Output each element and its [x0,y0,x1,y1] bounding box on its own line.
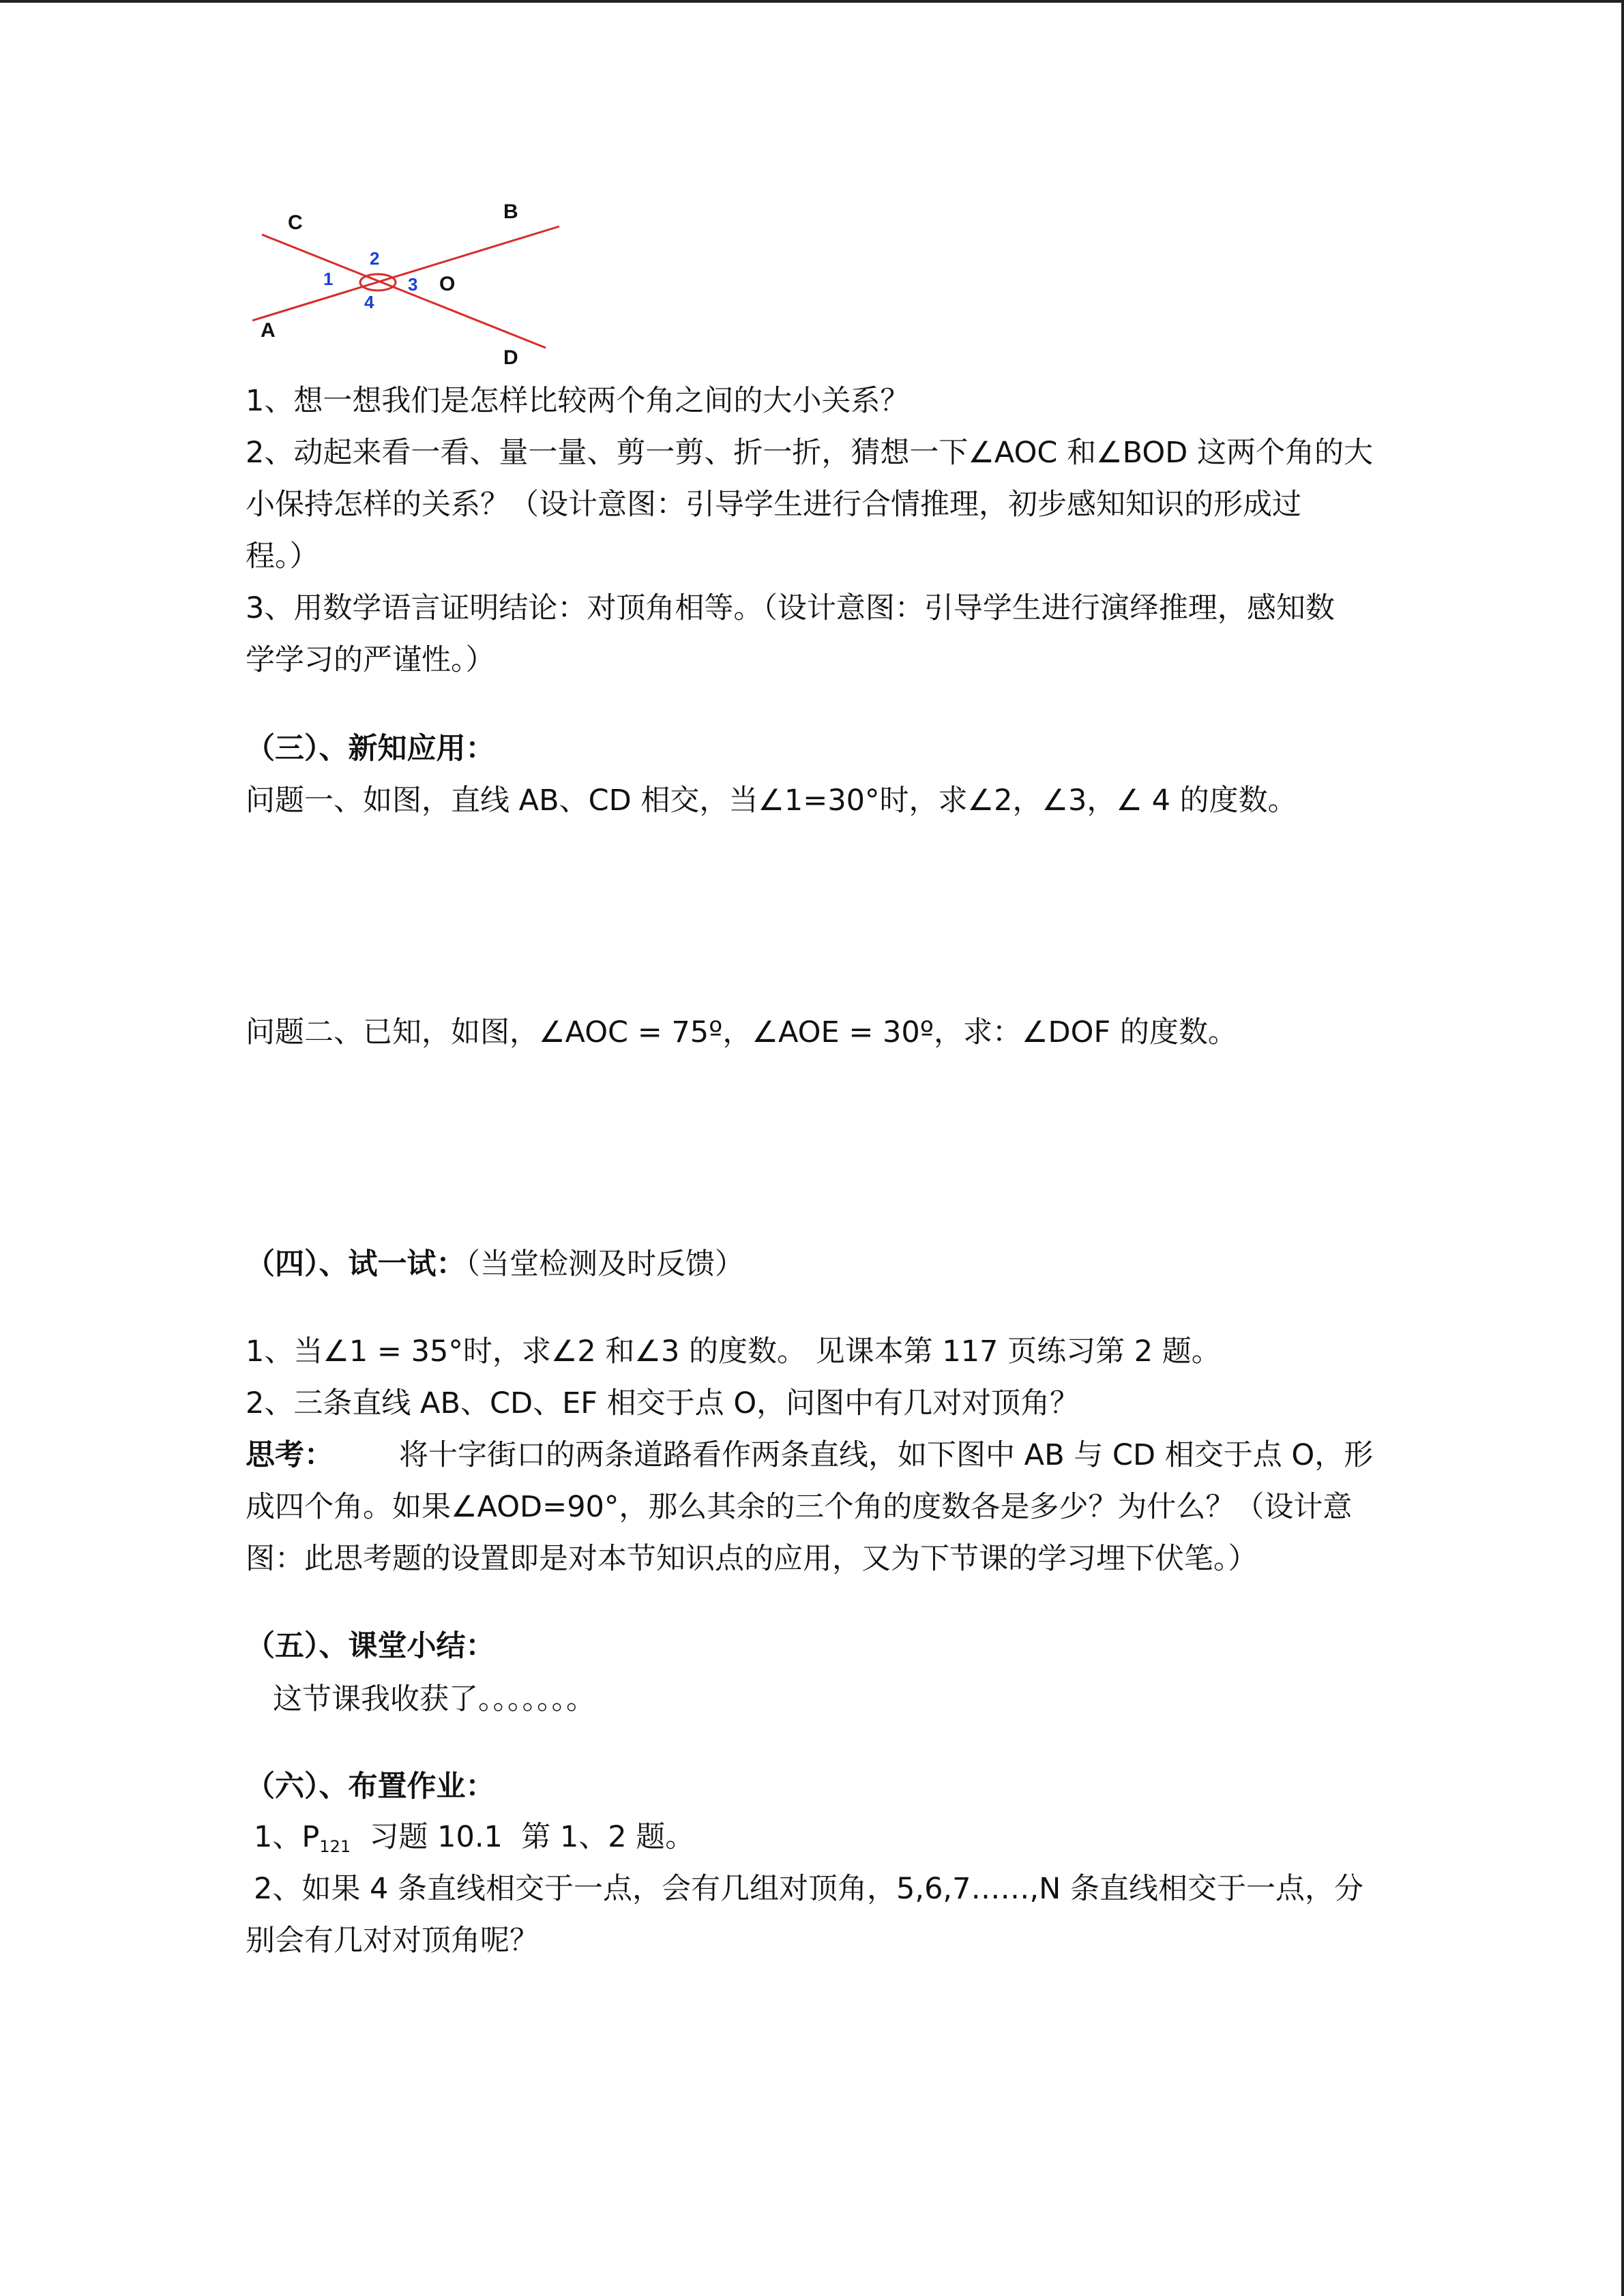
think-line-2: 成四个角。如果∠AOD=90°，那么其余的三个角的度数各是多少？为什么？（设计意 [246,1490,1353,1524]
think-line-3: 图：此思考题的设置即是对本节知识点的应用，又为下节课的学习埋下伏笔。） [246,1542,1258,1576]
line-ab [252,226,559,320]
question-1: 问题一、如图，直线 AB、CD 相交，当∠1=30°时，求∠2，∠3，∠ 4 的度数。 [246,784,1297,818]
section-heading-5: （五）、课堂小结： [246,1629,495,1663]
homework-1-rest: 习题 10.1 第 1、2 题。 [351,1820,695,1854]
label-a: A [261,319,276,342]
exercise-1: 1、当∠1 = 35°时，求∠2 和∠3 的度数。 见课本第 117 页练习第 2 题。 [246,1335,1221,1369]
angle-label-3: 3 [408,274,418,295]
summary-line: 这节课我收获了。。。。。。。 [273,1682,595,1716]
think-label: 思考： [246,1438,334,1472]
intersecting-lines-figure [244,196,572,374]
section-heading-4-note: （当堂检测及时反馈） [465,1247,744,1281]
angle-label-4: 4 [364,292,374,312]
question-2: 问题二、已知，如图，∠AOC = 75º，∠AOE = 30º，求：∠DOF 的度数。 [246,1015,1237,1049]
homework-2-line-1: 2、如果 4 条直线相交于一点，会有几组对顶角，5,6,7……,N 条直线相交于一点，分 [254,1872,1363,1906]
figure-svg [244,196,572,374]
homework-1-prefix: 1、P [254,1820,320,1854]
paragraph-line: 学学习的严谨性。） [246,643,495,677]
paragraph-line: 程。） [246,539,319,573]
angle-label-1: 1 [323,269,334,289]
paragraph-line: 3、用数学语言证明结论：对顶角相等。（设计意图：引导学生进行演绎推理，感知数 [246,591,1335,625]
think-text-1: 将十字街口的两条道路看作两条直线，如下图中 AB 与 CD 相交于点 O，形 [399,1438,1374,1472]
section-heading-4 [246,1244,744,1285]
section-heading-3: （三）、新知应用： [246,732,495,766]
angle-label-2: 2 [370,248,380,269]
section-heading-4-title: （四）、试一试： [246,1247,466,1281]
label-b: B [503,200,518,223]
homework-1-page: 121 [319,1837,351,1856]
exercise-2: 2、三条直线 AB、CD、EF 相交于点 O，问图中有几对对顶角？ [246,1386,1080,1420]
page-border-top [0,0,1624,3]
page-border-right [1621,0,1624,2296]
homework-1 [254,1817,694,1867]
homework-2-line-2: 别会有几对对顶角呢？ [246,1924,539,1958]
label-d: D [503,346,518,369]
section-heading-6: （六）、布置作业： [246,1770,495,1804]
label-c: C [288,211,303,234]
label-o: O [439,273,456,295]
paragraph-line: 2、动起来看一看、量一量、剪一剪、折一折，猜想一下∠AOC 和∠BOD 这两个角的大 [246,436,1374,470]
paragraph-line: 1、想一想我们是怎样比较两个角之间的大小关系？ [246,384,910,418]
paragraph-line: 小保持怎样的关系？（设计意图：引导学生进行合情推理，初步感知知识的形成过 [246,488,1301,522]
think-line-1 [246,1435,1373,1476]
line-cd [262,235,546,348]
